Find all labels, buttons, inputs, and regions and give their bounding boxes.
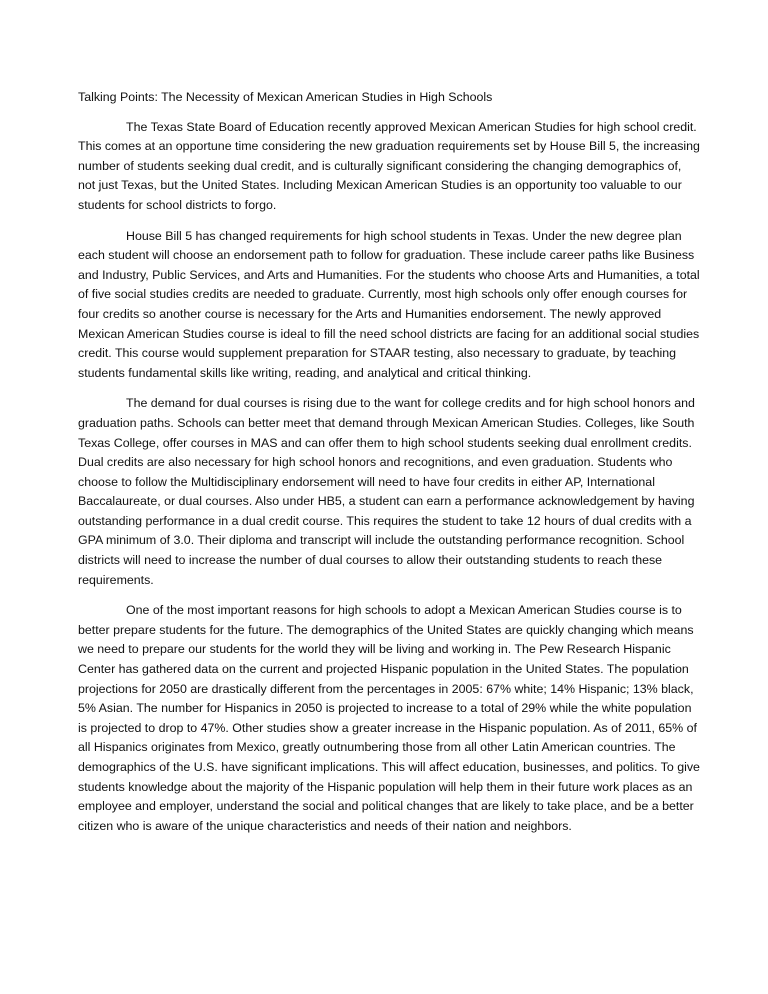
document-title: Talking Points: The Necessity of Mexican American Studies in High Schools [78, 90, 493, 104]
document-body [78, 88, 700, 847]
paragraph-dual-courses: The demand for dual courses is rising due to the want for college credits and for high school honors and graduation paths. Schools can better meet that demand through Mexican American Studies. Colleges, like South Texas College, offer courses in MAS and can offer them to high school students seeking dual enrollment credits. Dual credits are also necessary for high school honors and recognitions, and even graduation. Students who choose to follow the Multidisciplinary endorsement will need to have four credits in either AP, International Baccalaureate, or dual courses. Also under HB5, a student can earn a performance acknowledgement by having outstanding performance in a dual credit course. This requires the student to take 12 hours of dual credits with a GPA minimum of 3.0. Their diploma and transcript will include the outstanding performance recognition. School districts will need to increase the number of dual courses to allow their outstanding students to reach these requirements. [78, 396, 695, 587]
paragraph-demographics: One of the most important reasons for high schools to adopt a Mexican American Studies course is to better prepare students for the future. The demographics of the United States are quickly changing which means we need to prepare our students for the world they will be living and working in. The Pew Research Hispanic Center has gathered data on the current and projected Hispanic population in the United States. The population projections for 2050 are drastically different from the percentages in 2005: 67% white; 14% Hispanic; 13% black, 5% Asian. The number for Hispanics in 2050 is projected to increase to a total of 29% while the white population is projected to drop to 47%. Other studies show a greater increase in the Hispanic population. As of 2011, 65% of all Hispanics originates from Mexico, greatly outnumbering those from all other Latin American countries. The demographics of the U.S. have significant implications. This will affect education, businesses, and politics. To give students knowledge about the majority of the Hispanic population will help them in their future work places as an employee and employer, understand the social and political changes that are likely to take place, and be a better citizen who is aware of the unique characteristics and needs of their nation and neighbors. [78, 603, 700, 833]
paragraph-intro: The Texas State Board of Education recently approved Mexican American Studies for high school credit. This comes at an opportune time considering the new graduation requirements set by House Bill 5, the increasing number of students seeking dual credit, and is culturally significant considering the changing demographics of, not just Texas, but the United States. Including Mexican American Studies is an opportunity too valuable to our students for school districts to forgo. [78, 119, 700, 212]
paragraph-house-bill-5: House Bill 5 has changed requirements for high school students in Texas. Under the new degree plan each student will choose an endorsement path to follow for graduation. These include career paths like Business and Industry, Public Services, and Arts and Humanities. For the students who choose Arts and Humanities, a total of five social studies credits are needed to graduate. Currently, most high schools only offer enough courses for four credits so another course is necessary for the Arts and Humanities endorsement. The newly approved Mexican American Studies course is ideal to fill the need school districts are facing for an additional social studies credit. This course would supplement preparation for STAAR testing, also necessary to graduate, by teaching students fundamental skills like writing, reading, and analytical and critical thinking. [78, 228, 700, 380]
